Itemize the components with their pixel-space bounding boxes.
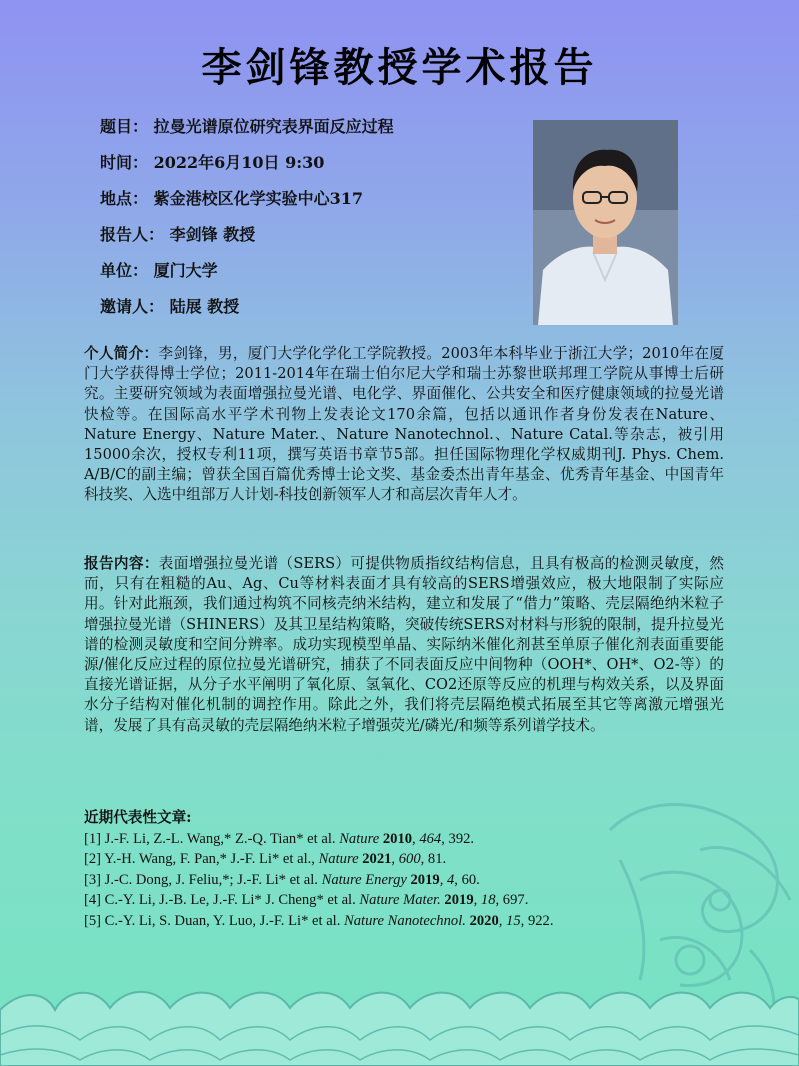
- bio-section: [84, 344, 724, 506]
- reference-item: [2] Y.-H. Wang, F. Pan,* J.-F. Li* et al., Nature 2021, 600, 81.: [84, 851, 447, 867]
- wave-band: [0, 992, 799, 1066]
- speaker-line: 报告人： 李剑锋 教授: [100, 225, 256, 244]
- affiliation-line: 单位： 厦门大学: [100, 261, 218, 280]
- references-section: [84, 808, 704, 931]
- host-line: 邀请人： 陆展 教授: [100, 297, 240, 316]
- event-info: [100, 114, 540, 330]
- reference-item: [3] J.-C. Dong, J. Feliu,*; J.-F. Li* et al. Nature Energy 2019, 4, 60.: [84, 871, 480, 888]
- content-heading: 报告内容：: [84, 555, 159, 572]
- reference-item: [4] C.-Y. Li, J.-B. Le, J.-F. Li* J. Cheng* et al. Nature Mater. 2019, 18, 697.: [84, 892, 529, 908]
- time-line: 时间： 2022年6月10日 9:30: [100, 153, 325, 172]
- topic-line: 题目： 拉曼光谱原位研究表界面反应过程: [100, 117, 394, 136]
- talk-content-section: [84, 554, 724, 736]
- reference-item: [5] C.-Y. Li, S. Duan, Y. Luo, J.-F. Li* et al. Nature Nanotechnol. 2020, 15, 922.: [84, 912, 554, 929]
- bio-heading: 个人简介：: [84, 345, 159, 362]
- speaker-photo: [533, 120, 678, 325]
- venue-line: 地点： 紫金港校区化学实验中心317: [100, 189, 363, 208]
- references-heading: 近期代表性文章:: [84, 809, 192, 826]
- content-text: 表面增强拉曼光谱（SERS）可提供物质指纹结构信息，且具有极高的检测灵敏度，然而，只有在粗糙的Au、Ag、Cu等材料表面才具有较高的SERS增强效应，极大地限制了实际应用。针对此瓶颈，我们通过构筑不同核壳纳米结构，建立和发展了“借力”策略、壳层隔绝纳米粒子增强拉曼光谱（SHINERS）及其卫星结构策略，突破传统SERS对材料与形貌的限制，提升拉曼光谱的检测灵敏度和空间分辨率。成功实现模型单晶、实际纳米催化剂甚至单原子催化剂表面重要能源/催化反应过程的原位拉曼光谱研究，捕获了不同表面反应中间物种（OOH*、OH*、O2-等）的直接光谱证据，从分子水平阐明了氧化原、氢氧化、CO2还原等反应的机理与构效关系，以及界面水分子结构对催化机制的调控作用。除此之外，我们将壳层隔绝模式拓展至其它等离激元增强光谱，发展了具有高灵敏的壳层隔绝纳米粒子增强荧光/磷光/和频等系列谱学技术。: [84, 555, 724, 734]
- page-title: 李剑锋教授学术报告: [201, 44, 598, 91]
- bio-text: 李剑锋，男，厦门大学化学化工学院教授。2003年本科毕业于浙江大学；2010年在厦门大学获得博士学位；2011-2014年在瑞士伯尔尼大学和瑞士苏黎世联邦理工学院从事博士后研究。主要研究领域为表面增强拉曼光谱、电化学、界面催化、公共安全和医疗健康领域的拉曼光谱快检等。在国际高水平学术刊物上发表论文170余篇，包括以通讯作者身份发表在Nature、Nature Energy、Nature Mater.、Nature Nanotechnol.、Nature Catal.等杂志，被引用15000余次，授权专利11项，撰写英语书章节5部。担任国际物理化学权威期刊J. Phys. Chem. A/B/C的副主编；曾获全国百篇优秀博士论文奖、基金委杰出青年基金、优秀青年基金、中国青年科技奖、入选中组部万人计划-科技创新领军人才和高层次青年人才。: [84, 345, 724, 504]
- reference-item: [1] J.-F. Li, Z.-L. Wang,* Z.-Q. Tian* et al. Nature 2010, 464, 392.: [84, 830, 475, 847]
